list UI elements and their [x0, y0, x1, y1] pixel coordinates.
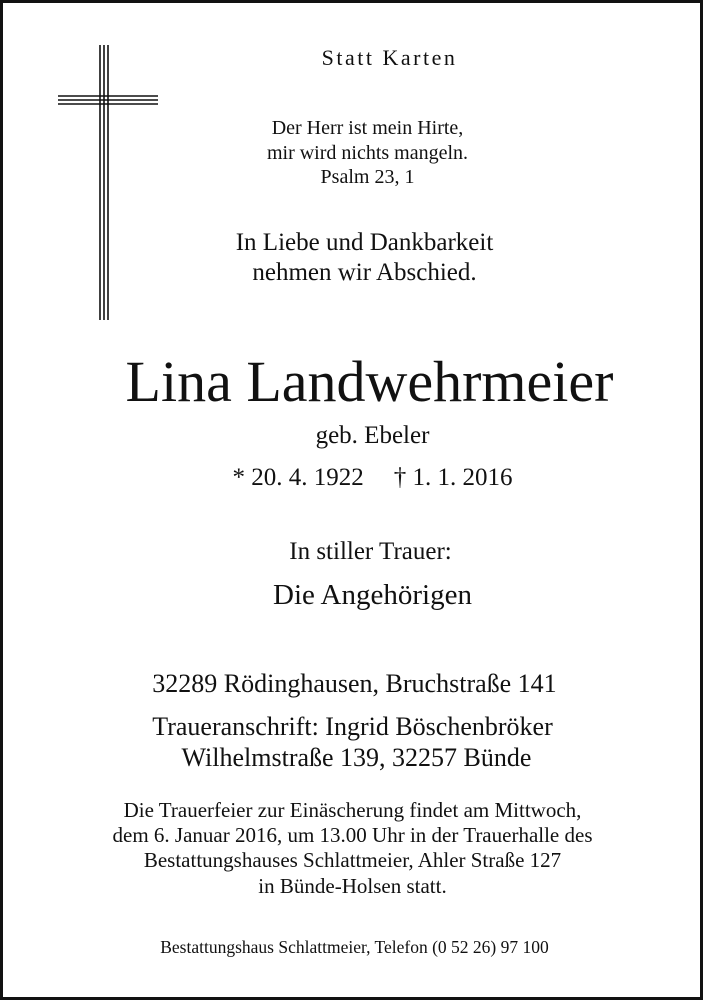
residence-address: 32289 Rödinghausen, Bruchstraße 141 [152, 669, 557, 698]
farewell-line-2: nehmen wir Abschied. [252, 259, 477, 286]
statt-karten-heading: Statt Karten [321, 45, 458, 70]
ceremony-line-1: Die Trauerfeier zur Einäscherung findet am Mittwoch, [123, 798, 582, 822]
psalm-line-2: mir wird nichts mangeln. [266, 142, 469, 164]
ceremony-line-4: in Bünde-Holsen statt. [258, 874, 447, 898]
ceremony-line-3: Bestattungshauses Schlattmeier, Ahler Straße 127 [143, 848, 562, 872]
life-dates [21, 465, 703, 490]
farewell-line-1: In Liebe und Dankbarkeit [235, 229, 494, 256]
psalm-reference: Psalm 23, 1 [320, 166, 415, 188]
mourners-intro: In stiller Trauer: [289, 538, 452, 565]
mourners-name: Die Angehörigen [273, 579, 472, 611]
birth-date: * 20. 4. 1922 [232, 464, 364, 491]
mourning-address-line-1: Traueranschrift: Ingrid Böschenbröker [152, 712, 553, 741]
deceased-name: Lina Landwehrmeier [125, 349, 614, 414]
death-date: † 1. 1. 2016 [393, 464, 513, 491]
funeral-home-contact: Bestattungshaus Schlattmeier, Telefon (0 52 26) 97 100 [160, 937, 549, 957]
ceremony-line-2: dem 6. Januar 2016, um 13.00 Uhr in der Trauerhalle des [112, 823, 593, 847]
maiden-name: geb. Ebeler [315, 422, 430, 449]
mourning-address-line-2: Wilhelmstraße 139, 32257 Bünde [181, 743, 532, 772]
psalm-line-1: Der Herr ist mein Hirte, [271, 117, 464, 139]
